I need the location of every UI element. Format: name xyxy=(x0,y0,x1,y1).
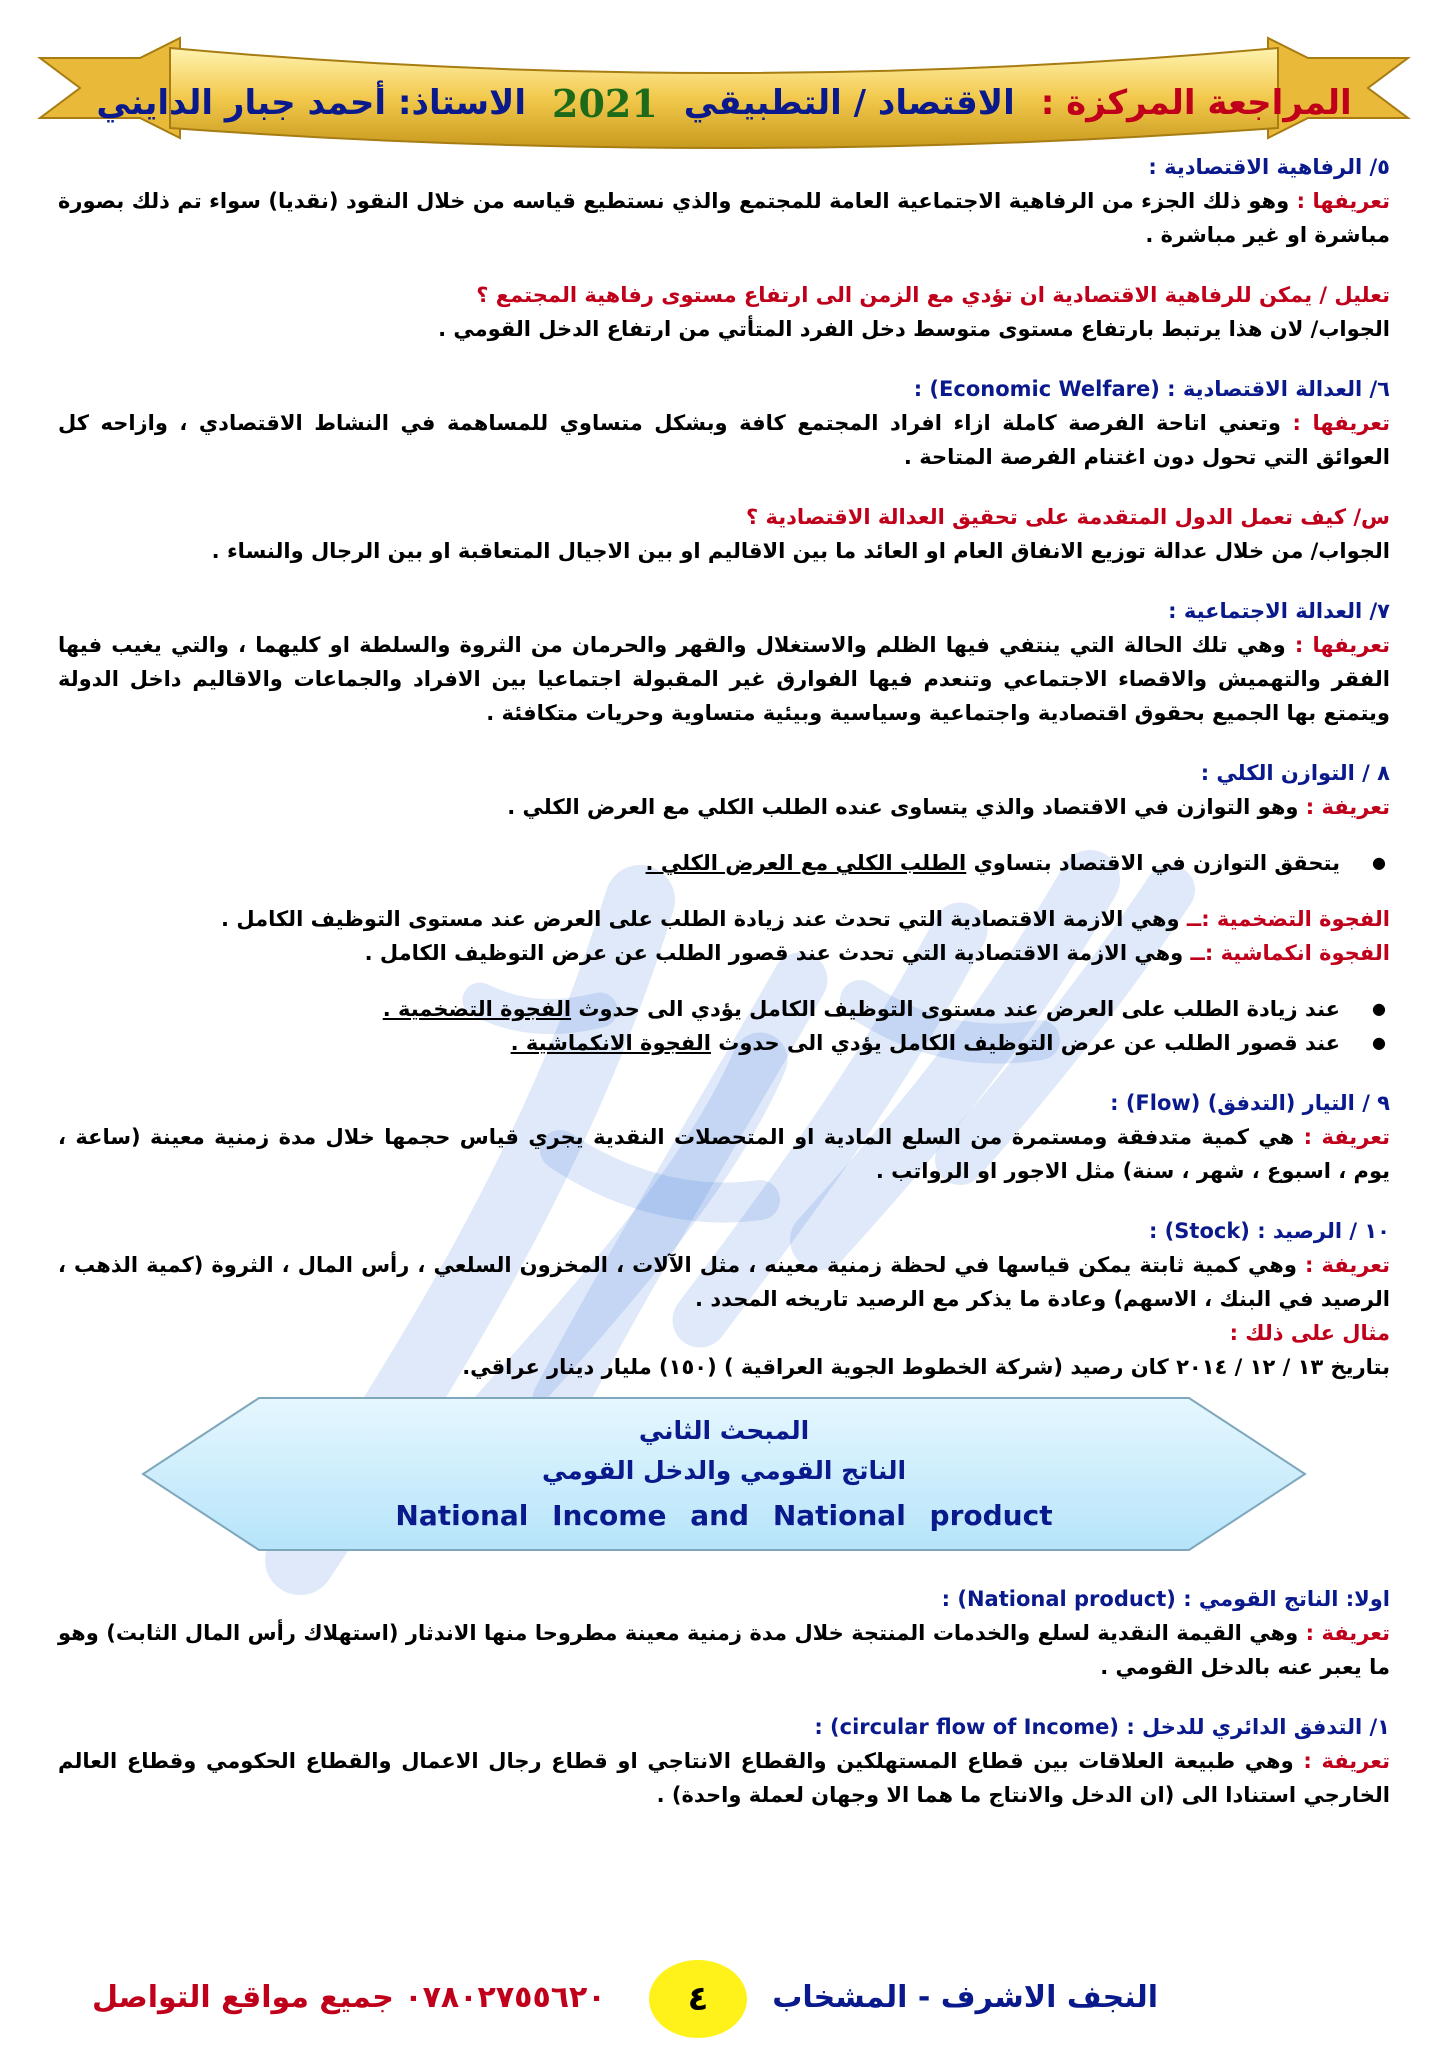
question-block-1 xyxy=(58,278,1390,346)
section-heading: ٦/ العدالة الاقتصادية : (Economic Welfare) : xyxy=(913,377,1390,401)
section-social-justice xyxy=(58,594,1390,730)
banner-line-2: الناتج القومي والدخل القومي xyxy=(541,1456,907,1485)
definition-label: تعريفة : xyxy=(1305,1253,1391,1277)
question-text: س/ كيف تعمل الدول المتقدمة على تحقيق العدالة الاقتصادية ؟ xyxy=(745,505,1390,529)
definition xyxy=(58,406,1390,474)
definition-text: وهو ذلك الجزء من الرفاهية الاجتماعية العامة للمجتمع والذي نستطيع قياسه من خلال النقود (نقديا) سواء تم ذلك بصورة مباشرة او غير مباشرة . xyxy=(58,189,1390,247)
section-stock xyxy=(58,1214,1390,1384)
gap-text: وهي الازمة الاقتصادية التي تحدث عند قصور الطلب عن عرض التوظيف الكامل . xyxy=(364,941,1184,965)
definition-label: تعريفها : xyxy=(1294,633,1390,657)
header-year: 2021 xyxy=(552,80,658,126)
bullet-text: يتحقق التوازن في الاقتصاد بتساوي xyxy=(973,851,1340,875)
definition-text: وتعني اتاحة الفرصة كاملة ازاء افراد المجتمع كافة وبشكل متساوي للمساهمة في النشاط الاقتصادي ، وازاحه كل العوائق التي تحول دون اغتنام الفرصة المتاحة . xyxy=(58,411,1390,469)
list-item xyxy=(58,992,1350,1026)
definition-text: وهي طبيعة العلاقات بين قطاع المستهلكين والقطاع الانتاجي او قطاع رجال الاعمال والقطاع الحكومي وقطاع العالم الخارجي استنادا الى (ان الدخل والانتاج ما هما الا وجهان لعملة واحدة) . xyxy=(58,1749,1390,1807)
definition xyxy=(58,1744,1390,1812)
definition-label: تعريفة : xyxy=(1305,795,1390,819)
definition-text: هي كمية متدفقة ومستمرة من السلع المادية او المتحصلات النقدية يجري قياس حجمها خلال مدة زمنية معينة (ساعة ، يوم ، اسبوع ، شهر ، سنة) مثل الاجور او الرواتب . xyxy=(58,1125,1390,1183)
definition-label: تعريفها : xyxy=(1292,411,1391,435)
question-block-2 xyxy=(58,500,1390,568)
header-text xyxy=(20,68,1428,138)
section-heading: اولا: الناتج القومي : (National product) : xyxy=(941,1587,1390,1611)
banner-line-1: المبحث الثاني xyxy=(638,1416,810,1445)
definition-text: وهي كمية ثابتة يمكن قياسها في لحظة زمنية معينه ، مثل الآلات ، المخزون السلعي ، رأس المال ، الثروة (كمية الذهب ، الرصيد في البنك ، الاسهم) وعادة ما يذكر مع الرصيد تاريخه المحدد . xyxy=(58,1253,1390,1311)
page-number: ٤ xyxy=(687,1979,709,2019)
bullet-text: عند قصور الطلب عن عرض التوظيف الكامل يؤدي الى حدوث xyxy=(718,1031,1340,1055)
definition xyxy=(58,1120,1390,1188)
list-item xyxy=(58,846,1350,880)
section-economic-justice xyxy=(58,372,1390,474)
section-national-product xyxy=(58,1582,1390,1684)
definition-text: وهو التوازن في الاقتصاد والذي يتساوى عنده الطلب الكلي مع العرض الكلي . xyxy=(507,795,1299,819)
definition xyxy=(58,1616,1390,1684)
gap-definition-1 xyxy=(58,902,1390,936)
definition xyxy=(58,628,1390,730)
section-heading: ٩ / التيار (التدفق) (Flow) : xyxy=(1110,1091,1390,1115)
definition-label: تعريفة : xyxy=(1305,1621,1390,1645)
header-teacher: الاستاذ: أحمد جبار الدايني xyxy=(96,83,526,123)
header-title: المراجعة المركزة : xyxy=(1040,83,1352,123)
list-item xyxy=(58,1026,1350,1060)
header-ribbon xyxy=(20,18,1428,168)
page-number-badge xyxy=(649,1960,747,2038)
answer-text: الجواب/ لان هذا يرتبط بارتفاع مستوى متوسط دخل الفرد المتأتي من ارتفاع الدخل القومي . xyxy=(438,317,1390,341)
gap-text: وهي الازمة الاقتصادية التي تحدث عند زيادة الطلب على العرض عند مستوى التوظيف الكامل . xyxy=(221,907,1180,931)
section-heading: ١/ التدفق الدائري للدخل : (circular flow of Income) : xyxy=(814,1715,1390,1739)
gap-label: الفجوة انكماشية :ــ xyxy=(1190,941,1390,965)
section-economic-welfare xyxy=(58,150,1390,252)
section-heading: ١٠ / الرصيد : (Stock) : xyxy=(1148,1219,1390,1243)
definition xyxy=(58,1248,1390,1316)
section-heading: ٥/ الرفاهية الاقتصادية : xyxy=(1148,155,1390,179)
section-circular-flow xyxy=(58,1710,1390,1812)
header-subject: الاقتصاد / التطبيقي xyxy=(683,83,1015,123)
bullet-text: عند زيادة الطلب على العرض عند مستوى التوظيف الكامل يؤدي الى حدوث xyxy=(578,997,1340,1021)
definition xyxy=(58,790,1390,824)
bullet-list xyxy=(58,846,1390,880)
definition-label: تعريفة : xyxy=(1303,1749,1390,1773)
answer-text: الجواب/ من خلال عدالة توزيع الانفاق العام او العائد ما بين الاقاليم او بين الاجيال المتعاقبة او بين الرجال والنساء . xyxy=(211,539,1390,563)
definition-label: تعريفها : xyxy=(1296,189,1391,213)
section-macro-equilibrium xyxy=(58,756,1390,1060)
section-flow xyxy=(58,1086,1390,1188)
bullet-underlined: الفجوة التضخمية . xyxy=(382,997,572,1021)
example-label: مثال على ذلك : xyxy=(1229,1321,1390,1345)
footer-location: النجف الاشرف - المشخاب xyxy=(772,1980,1158,2015)
footer xyxy=(0,1950,1448,2040)
section-banner xyxy=(139,1394,1309,1554)
bullet-underlined: الفجوة الانكماشية . xyxy=(510,1031,711,1055)
definition-text: وهي تلك الحالة التي ينتفي فيها الظلم والاستغلال والقهر والحرمان من الثروة والسلطة او كليهما ، والتي يغيب فيها الفقر والتهميش والاقصاء الاجتماعي وتنعدم فيها الفوارق غير المقبولة اجتماعيا بين الافراد والجماعات والاقاليم داخل الدولة ويتمتع بها الجميع بحقوق اقتصادية واجتماعية وسياسية وبيئية متساوية وحريات متكافئة . xyxy=(58,633,1390,725)
definition-label: تعريفة : xyxy=(1303,1125,1390,1149)
bullet-underlined: الطلب الكلي مع العرض الكلي . xyxy=(645,851,967,875)
banner-line-3: National Income and National product xyxy=(395,1499,1053,1532)
gap-definition-2 xyxy=(58,936,1390,970)
definition-text: وهي القيمة النقدية لسلع والخدمات المنتجة خلال مدة زمنية معينة مطروحا منها الاندثار (استهلاك رأس المال الثابت) وهو ما يعبر عنه بالدخل القومي . xyxy=(58,1621,1390,1679)
footer-contact: ٠٧٨٠٢٧٥٥٦٢٠ جميع مواقع التواصل xyxy=(92,1980,606,2015)
gap-label: الفجوة التضخمية :ــ xyxy=(1186,907,1390,931)
banner-text xyxy=(139,1412,1309,1540)
definition xyxy=(58,184,1390,252)
section-heading: ٧/ العدالة الاجتماعية : xyxy=(1168,599,1390,623)
bullet-list xyxy=(58,992,1390,1060)
example-text: بتاريخ ١٣ / ١٢ / ٢٠١٤ كان رصيد (شركة الخطوط الجوية العراقية ) (١٥٠) مليار دينار عراقي. xyxy=(462,1355,1390,1379)
document-body xyxy=(58,150,1390,1838)
question-text: تعليل / يمكن للرفاهية الاقتصادية ان تؤدي مع الزمن الى ارتفاع مستوى رفاهية المجتمع ؟ xyxy=(476,283,1390,307)
section-heading: ٨ / التوازن الكلي : xyxy=(1200,761,1390,785)
